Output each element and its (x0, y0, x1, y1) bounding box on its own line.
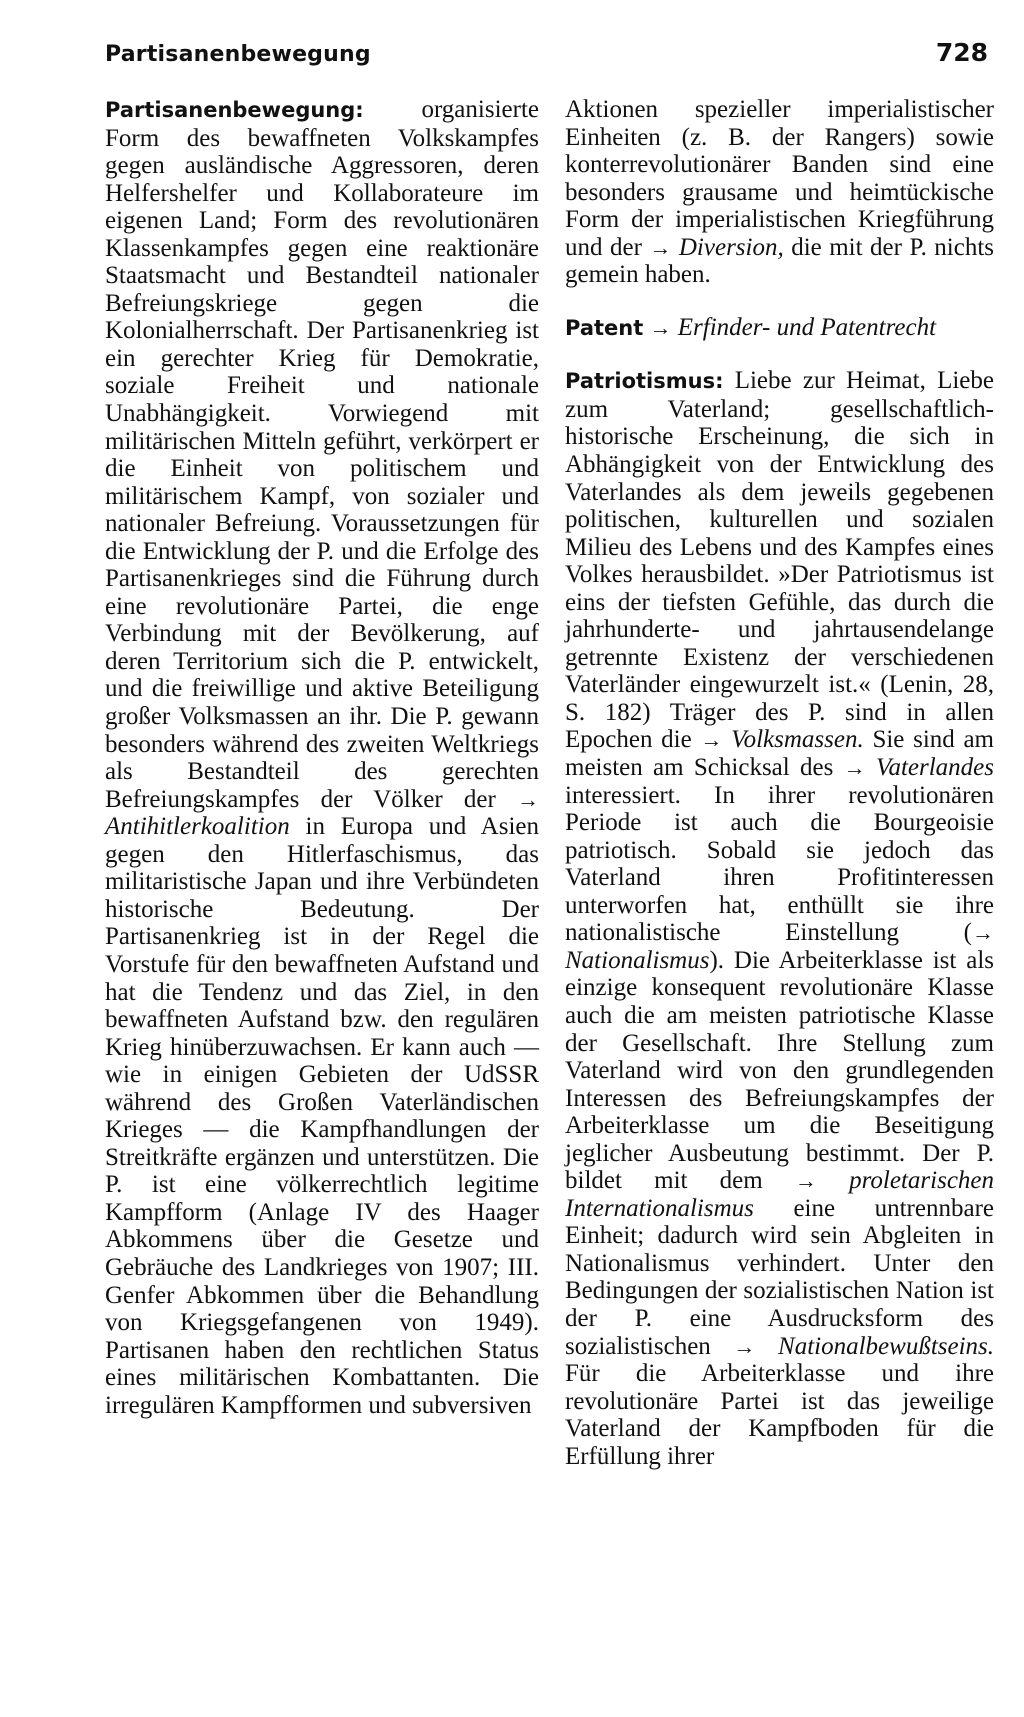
right-column (565, 96, 994, 1470)
entry-text: organisierte Form des bewaffneten Volkskampfes gegen ausländische Aggressoren, deren Helfershelfer und Kollaborateure im eigenen Land; Form des revolutionären Klassenkampfes gegen eine reaktionäre Staatsmacht und Bestandteil nationaler Befreiungskriege gegen die Kolonialherrschaft. Der Partisanenkrieg ist ein gerechter Krieg für Demokratie, soziale Freiheit und nationale Unabhängigkeit. Vorwiegend mit militärischen Mitteln geführt, verkörpert er die Einheit von politischem und militärischem Kampf, von sozialer und nationaler Befreiung. Voraussetzungen für die Entwicklung der P. und die Erfolge des Partisanenkrieges sind die Führung durch eine revolutionäre Partei, die enge Verbindung mit der Bevölkerung, auf deren Territorium sich die P. entwickelt, und die freiwillige und aktive Beteiligung großer Volksmassen an ihr. Die P. gewann besonders während des zweiten Weltkriegs als Bestandteil des gerechten Befreiungskampfes der Völker der (105, 96, 539, 813)
entry-text: Für die Arbeiterklasse und ihre revolutionäre Partei ist das jeweilige Vaterland der Kampfboden für die Erfüllung ihrer (565, 1360, 994, 1470)
cross-reference: Nationalismus (565, 946, 710, 974)
entry-text: Sie sind am meisten am Schicksal des (565, 726, 995, 782)
cross-reference-arrow-icon: → (517, 786, 539, 812)
entry-lemma: Patent (565, 315, 644, 340)
cross-reference-arrow-icon: → (700, 727, 723, 753)
entry-partisanenbewegung-continued (565, 96, 994, 289)
cross-reference-arrow-icon: → (794, 1168, 817, 1194)
cross-reference: Vaterlandes (875, 754, 995, 782)
cross-reference: Antihitlerkoalition (105, 813, 290, 841)
entry-partisanenbewegung (105, 96, 539, 1419)
cross-reference: proletarischen Internationalismus (565, 1167, 995, 1222)
entry-text: ). Die Arbeiterklasse ist als einzige konsequent revolutionäre Klasse auch die am meisten patriotische Klasse der Gesellschaft. Ihre Stellung zum Vaterland wird von den grundlegenden Interessen des Befreiungskampfes der Arbeiterklasse um die Beseitigung jeglicher Ausbeutung bestimmt. Der P. bildet mit dem (565, 946, 994, 1195)
left-column (105, 96, 539, 1419)
entry-text: die mit der P. nichts gemein haben. (565, 233, 995, 289)
cross-reference-arrow-icon: → (649, 234, 672, 260)
entry-text: eine untrennbare Einheit; dadurch wird sein Abgleiten in Nationalismus verhindert. Unter den Bedingungen der sozialistischen Nation ist der P. eine Ausdrucksform des sozialistischen (565, 1194, 994, 1360)
entry-text: interessiert. In ihrer revolutionären Periode ist auch die Bourgeoisie patriotisch. Sobald sie jedoch das Vaterland ihren Profitinteressen unterworfen hat, enthüllt sie ihre nationalistische Einstellung ( (565, 781, 994, 947)
entry-lemma: Partisanenbewegung: (105, 98, 364, 122)
cross-reference-arrow-icon: → (972, 920, 994, 946)
entry-lemma: Patriotismus: (565, 369, 724, 394)
entry-text: Aktionen spezieller imperialistischer Einheiten (z. B. der Rangers) sowie konterrevolutionärer Banden sind eine besonders grausame und heimtückische Form der imperialistischen Kriegführung und der (565, 96, 994, 261)
entry-text: in Europa und Asien gegen den Hitlerfaschismus, das militaristische Japan und ihre Verbündeten historische Bedeutung. Der Partisanenkrieg ist in der Regel die Vorstufe für den bewaffneten Aufstand und hat die Tendenz und das Ziel, in den bewaffneten Aufstand bzw. den regulären Krieg hinüberzuwachsen. Er kann auch — wie in einigen Gebieten der UdSSR während des Großen Vaterländischen Krieges — die Kampfhandlungen der Streitkräfte ergänzen und unterstützen. Die P. ist eine völkerrechtlich legitime Kampfform (Anlage IV des Haager Abkommens über die Gesetze und Gebräuche des Landkrieges von 1907; III. Genfer Abkommen über die Behandlung von Kriegsgefangenen von 1949). Partisanen haben den rechtlichen Status eines militärischen Kombattanten. Die irregulären Kampfformen und subversiven (105, 813, 539, 1419)
entry-patent (565, 314, 994, 343)
page-number: 728 (935, 38, 988, 67)
cross-reference-arrow-icon: → (843, 755, 866, 781)
cross-reference: Diversion, (678, 233, 784, 261)
cross-reference: Volksmassen. (731, 726, 864, 754)
cross-reference-arrow-icon: → (733, 1333, 756, 1359)
cross-reference-arrow-icon: → (649, 314, 672, 340)
cross-reference: Erfinder- und Patentrecht (677, 313, 937, 341)
cross-reference: Nationalbewußtseins. (778, 1332, 995, 1360)
running-head: Partisanenbewegung (105, 42, 371, 67)
entry-patriotismus (565, 367, 994, 1470)
entry-text: Liebe zur Heimat, Liebe zum Vaterland; gesellschaftlich-historische Erscheinung, die sich in Abhängigkeit von der Entwicklung des Vaterlandes als dem jeweils gegebenen politischen, kulturellen und sozialen Milieu des Lebens und des Kampfes eines Volkes herausbildet. »Der Patriotismus ist eins der tiefsten Gefühle, das durch die jahrhunderte- und jahrtausendelange getrennte Existenz der verschiedenen Vaterländer eingewurzelt ist.« (Lenin, 28, S. 182) Träger des P. sind in allen Epochen die (565, 367, 994, 754)
